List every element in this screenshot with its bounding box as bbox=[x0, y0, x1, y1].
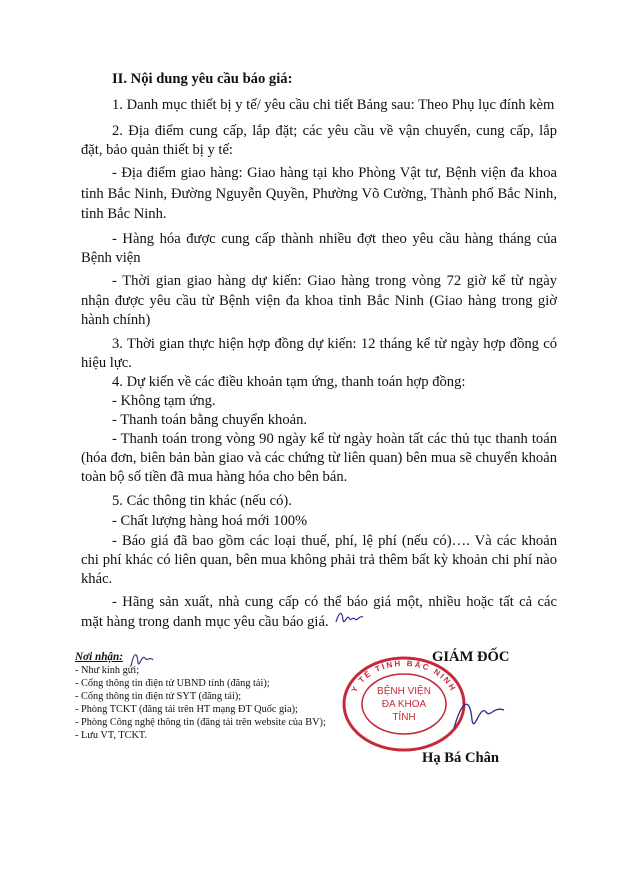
body-line-4: - Địa điểm giao hàng: Giao hàng tại kho Phòng Vật tư, Bệnh viện đa khoa bbox=[112, 165, 557, 181]
recipient-initials bbox=[128, 648, 156, 670]
body-line-23: chi phí khác có liên quan, bên mua không phải trả thêm bất kỳ khoản chi phí nào bbox=[81, 552, 557, 568]
body-line-8: Bệnh viện bbox=[81, 250, 141, 266]
director-name: Hạ Bá Chân bbox=[422, 750, 500, 766]
body-line-12: 3. Thời gian thực hiện hợp đồng dự kiến: 12 tháng kể từ ngày hợp đồng có bbox=[112, 336, 557, 352]
director-signature bbox=[450, 690, 510, 740]
body-line-10: nhận được yêu cầu từ Bệnh viện đa khoa tỉnh Bắc Ninh (Giao hàng trong giờ bbox=[81, 293, 557, 309]
body-line-7: - Hàng hóa được cung cấp thành nhiều đợt theo yêu cầu hàng tháng của bbox=[112, 231, 557, 247]
body-line-17: - Thanh toán trong vòng 90 ngày kể từ ngày hoàn tất các thủ tục thanh toán bbox=[112, 431, 557, 447]
body-line-11: hành chính) bbox=[81, 312, 151, 328]
seal-center-line-3: TỈNH bbox=[392, 712, 416, 723]
body-line-5: tỉnh Bắc Ninh, Đường Nguyễn Quyền, Phường Võ Cường, Thành phố Bắc Ninh, bbox=[81, 186, 557, 202]
director-title: GIÁM ĐỐC bbox=[432, 649, 510, 665]
recipients-heading: Nơi nhận: bbox=[75, 651, 123, 663]
recipient-item: - Như kính gửi; bbox=[75, 665, 140, 676]
body-line-3: đặt, bảo quản thiết bị y tế: bbox=[81, 142, 233, 158]
seal-center-line-2: ĐA KHOA bbox=[381, 699, 427, 710]
body-line-16: - Thanh toán bằng chuyển khoản. bbox=[112, 412, 308, 428]
official-seal bbox=[340, 654, 468, 754]
recipient-item: - Cổng thông tin điện tử UBND tỉnh (đăng tải); bbox=[75, 678, 270, 689]
body-line-13: hiệu lực. bbox=[81, 355, 132, 371]
recipient-item: - Cổng thông tin điện tử SYT (đăng tải); bbox=[75, 691, 242, 702]
body-line-14: 4. Dự kiến về các điều khoản tạm ứng, thanh toán hợp đồng: bbox=[112, 374, 466, 390]
body-line-15: - Không tạm ứng. bbox=[112, 393, 216, 409]
recipient-item: - Phòng TCKT (đăng tải trên HT mạng ĐT Quốc gia); bbox=[75, 704, 298, 715]
body-line-20: 5. Các thông tin khác (nếu có). bbox=[112, 493, 292, 509]
body-line-25: - Hãng sản xuất, nhà cung cấp có thể báo giá một, nhiều hoặc tất cả các bbox=[112, 594, 557, 610]
body-line-26: mặt hàng trong danh mục yêu cầu báo giá. bbox=[81, 614, 329, 630]
seal-ring-text: Y TẾ TỈNH BẮC NINH bbox=[349, 658, 459, 694]
recipient-item: - Lưu VT, TCKT. bbox=[75, 730, 148, 741]
seal-center-line-1: BỆNH VIỆN bbox=[377, 686, 431, 697]
body-line-21: - Chất lượng hàng hoá mới 100% bbox=[112, 513, 308, 529]
recipient-item: - Phòng Công nghệ thông tin (đăng tải trên website của BV); bbox=[75, 717, 326, 728]
body-line-18: (hóa đơn, biên bản bàn giao và các chứng từ liên quan) bên mua sẽ chuyển khoản bbox=[81, 450, 557, 466]
body-line-24: khác. bbox=[81, 571, 113, 587]
body-line-19: toàn bộ số tiền đã mua hàng hóa cho bên bán. bbox=[81, 469, 348, 485]
body-line-9: - Thời gian giao hàng dự kiến: Giao hàng trong vòng 72 giờ kể từ ngày bbox=[112, 273, 557, 289]
section-title: II. Nội dung yêu cầu báo giá: bbox=[112, 71, 293, 87]
body-line-22: - Báo giá đã bao gồm các loại thuế, phí, lệ phí (nếu có)…. Và các khoản bbox=[112, 533, 557, 549]
initials-signature bbox=[334, 606, 366, 630]
body-line-1: 1. Danh mục thiết bị y tế/ yêu cầu chi tiết Bảng sau: Theo Phụ lục đính kèm bbox=[112, 97, 555, 113]
body-line-2: 2. Địa điểm cung cấp, lắp đặt; các yêu cầu về vận chuyển, cung cấp, lắp bbox=[112, 123, 557, 139]
body-line-6: tỉnh Bắc Ninh. bbox=[81, 206, 167, 222]
